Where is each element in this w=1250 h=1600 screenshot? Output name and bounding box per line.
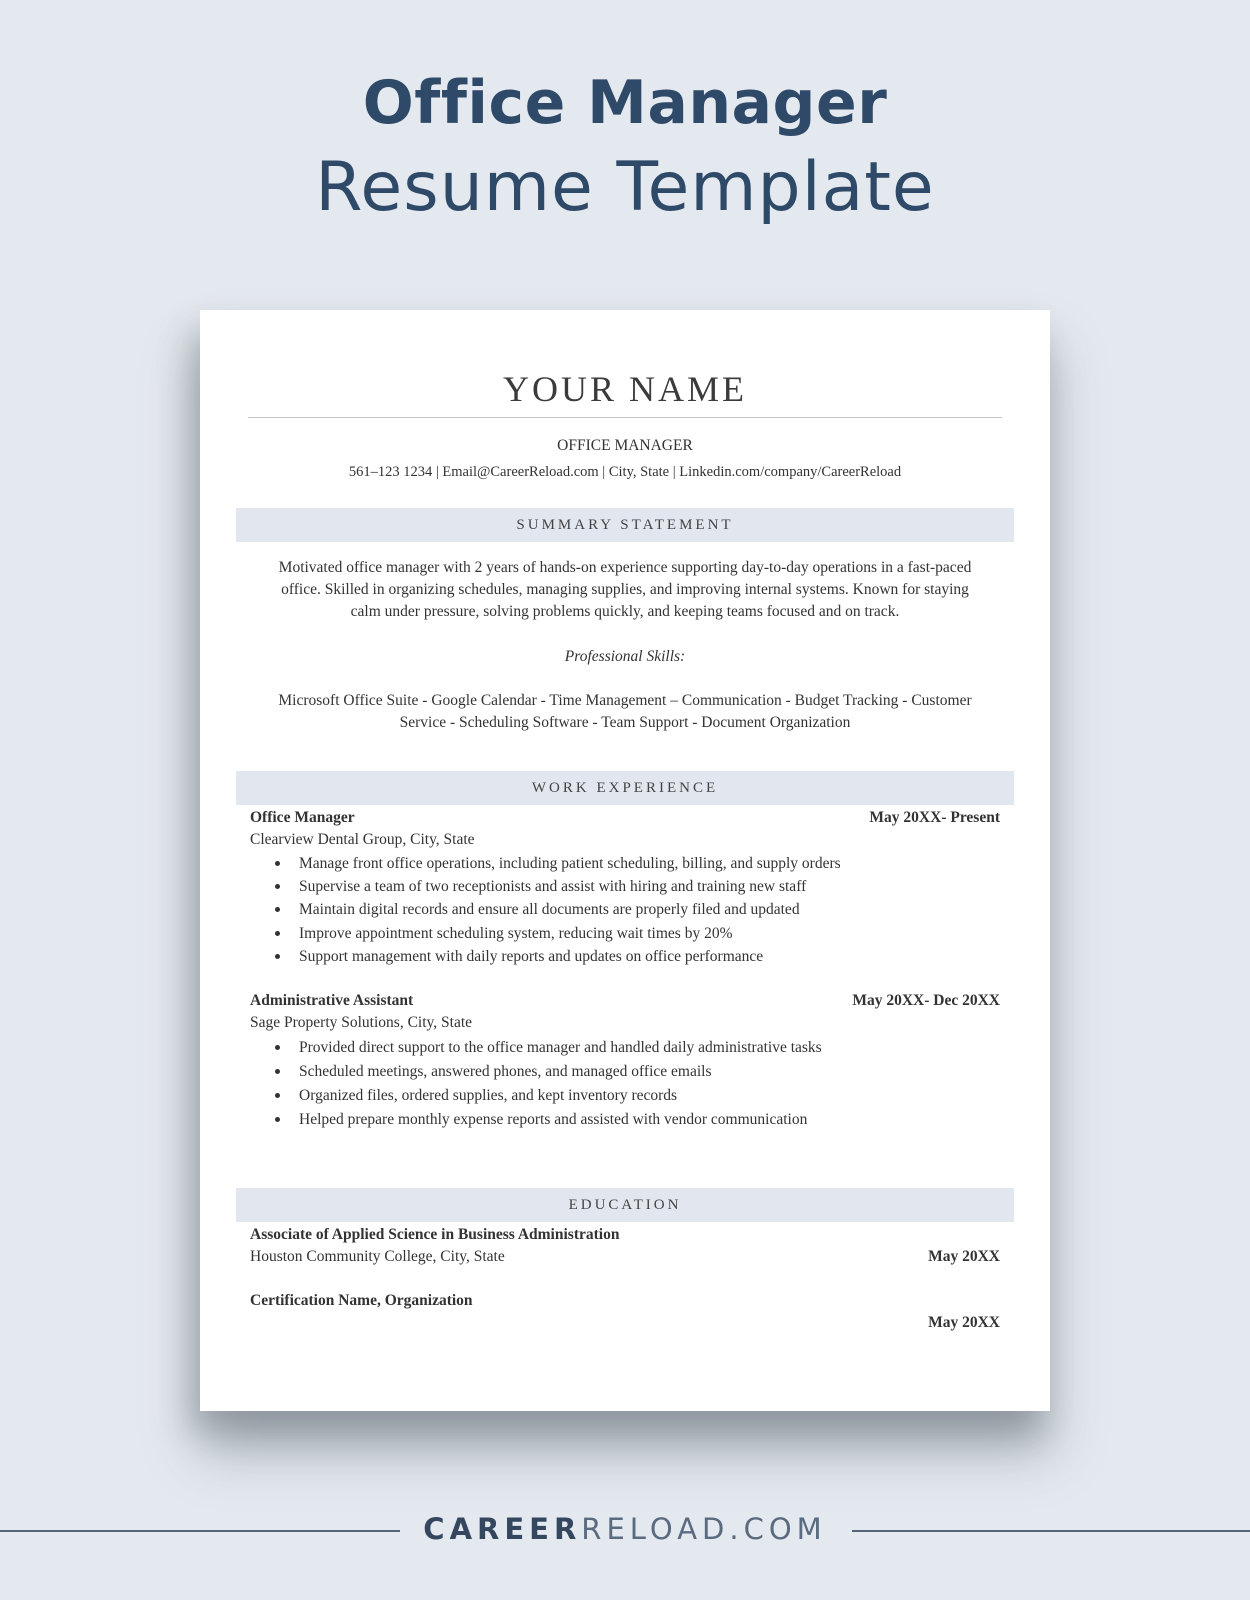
education-date: May 20XX bbox=[928, 1248, 1000, 1265]
bullet: Maintain digital records and ensure all documents are properly filed and updated bbox=[299, 898, 841, 921]
degree: Associate of Applied Science in Business Administration bbox=[250, 1226, 620, 1243]
bullet: Manage front office operations, including patient scheduling, billing, and supply orders bbox=[299, 852, 841, 875]
education-heading: EDUCATION bbox=[236, 1188, 1014, 1222]
job-title: OFFICE MANAGER bbox=[557, 437, 693, 454]
certification: Certification Name, Organization bbox=[250, 1292, 473, 1309]
job-dates: May 20XX- Dec 20XX bbox=[852, 992, 1000, 1009]
bullet: Helped prepare monthly expense reports and assisted with vendor communication bbox=[299, 1108, 822, 1132]
resume-name: YOUR NAME bbox=[502, 369, 747, 409]
footer-brand-bold: CAREER bbox=[423, 1512, 582, 1546]
skills-line: Microsoft Office Suite - Google Calendar - Time Management – Communication - Budget Tracking - Customer bbox=[278, 692, 972, 709]
summary-line: office. Skilled in organizing schedules, managing supplies, and improving internal systems. Known for staying bbox=[281, 581, 969, 598]
bullet: Support management with daily reports and updates on office performance bbox=[299, 945, 841, 968]
skills-label: Professional Skills: bbox=[564, 648, 686, 665]
job-dates: May 20XX- Present bbox=[869, 809, 1000, 826]
job-title: Administrative Assistant bbox=[250, 992, 414, 1009]
bullet: Scheduled meetings, answered phones, and managed office emails bbox=[299, 1060, 822, 1084]
experience-heading: WORK EXPERIENCE bbox=[236, 771, 1014, 805]
summary-line: Motivated office manager with 2 years of hands-on experience supporting day-to-day operations in a fast-paced bbox=[278, 559, 972, 576]
bullet: Provided direct support to the office manager and handled daily administrative tasks bbox=[299, 1036, 822, 1060]
school: Houston Community College, City, State bbox=[250, 1248, 505, 1265]
job-title: Office Manager bbox=[250, 809, 355, 826]
footer-brand bbox=[0, 1512, 1250, 1546]
footer-brand-light: RELOAD.COM bbox=[581, 1512, 827, 1546]
summary-text bbox=[200, 557, 1050, 623]
job-company: Sage Property Solutions, City, State bbox=[250, 1014, 473, 1031]
certification-date: May 20XX bbox=[928, 1314, 1000, 1331]
resume-page bbox=[200, 310, 1050, 1411]
summary-line: calm under pressure, solving problems quickly, and keeping teams focused and on track. bbox=[350, 603, 900, 620]
hero-subtitle: Resume Template bbox=[315, 148, 935, 227]
job-bullets bbox=[299, 1036, 822, 1132]
divider bbox=[248, 417, 1002, 418]
contact-line: 561–123 1234 | Email@CareerReload.com | City, State | Linkedin.com/company/CareerReload bbox=[348, 464, 902, 480]
job-bullets bbox=[299, 852, 841, 968]
bullet: Improve appointment scheduling system, reducing wait times by 20% bbox=[299, 922, 841, 945]
bullet: Supervise a team of two receptionists and assist with hiring and training new staff bbox=[299, 875, 841, 898]
skills-line: Service - Scheduling Software - Team Support - Document Organization bbox=[399, 714, 851, 731]
summary-heading: SUMMARY STATEMENT bbox=[236, 508, 1014, 542]
bullet: Organized files, ordered supplies, and kept inventory records bbox=[299, 1084, 822, 1108]
hero-title: Office Manager bbox=[362, 68, 888, 138]
job-company: Clearview Dental Group, City, State bbox=[250, 831, 475, 848]
skills-list bbox=[200, 690, 1050, 734]
